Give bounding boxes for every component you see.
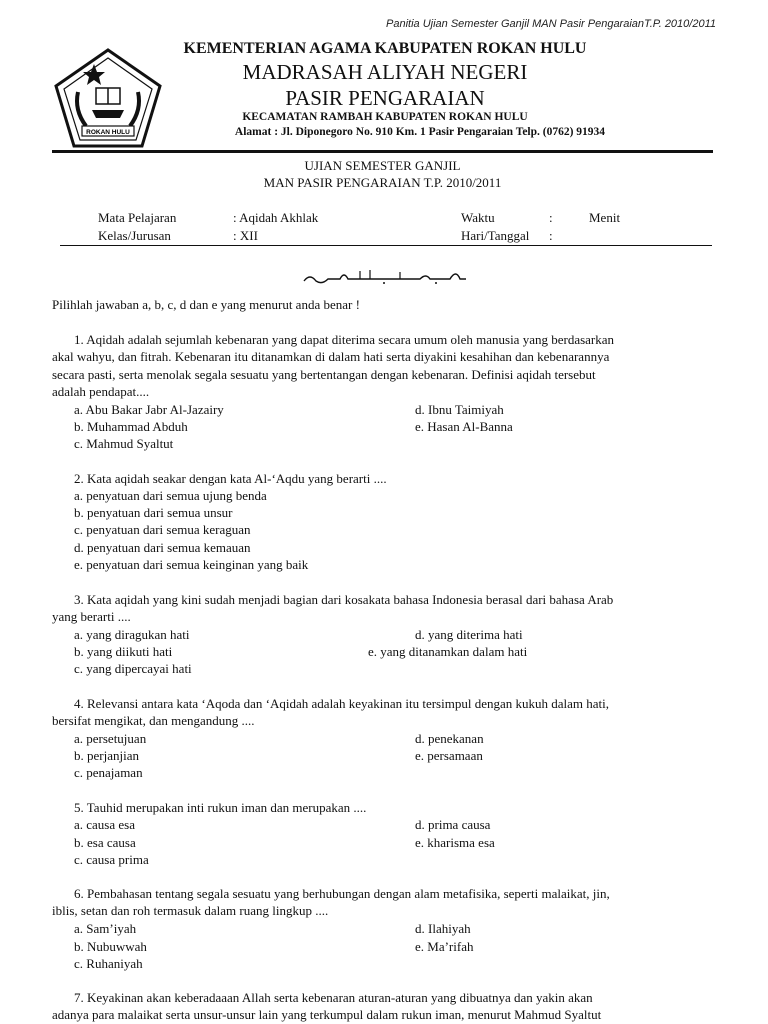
question-5: 5. Tauhid merupakan inti rukun iman dan merupakan .... [74, 800, 367, 815]
option-1b: b. Muhammad Abduh [74, 419, 188, 434]
option-3e: e. yang ditanamkan dalam hati [368, 644, 528, 659]
option-6e: e. Ma’rifah [415, 939, 474, 954]
time-colon: : [549, 210, 553, 225]
school-address: Alamat : Jl. Diponegoro No. 910 Km. 1 Pasir Pengaraian Telp. (0762) 91934 [234, 126, 606, 138]
question-1-line: adalah pendapat.... [52, 384, 150, 400]
question-7 [52, 989, 714, 1024]
question-6-line: iblis, setan dan roh termasuk dalam ruang lingkup .... [52, 903, 329, 919]
district-name: KECAMATAN RAMBAH KABUPATEN ROKAN HULU [242, 111, 528, 123]
option-2d: d. penyatuan dari semua kemauan [74, 540, 251, 555]
option-1e: e. Hasan Al-Banna [415, 419, 513, 434]
option-6b: b. Nubuwwah [74, 939, 147, 954]
logo-ribbon-text: ROKAN HULU [86, 129, 130, 136]
question-3 [52, 591, 714, 626]
bismillah-calligraphy-icon [300, 267, 470, 287]
option-5c: c. causa prima [74, 852, 149, 867]
question-1-line: 1. Aqidah adalah sejumlah kebenaran yang dapat diterima secara umum oleh manusia yang berdasarkan [74, 332, 615, 347]
option-5d: d. prima causa [415, 817, 491, 832]
option-2a: a. penyatuan dari semua ujung benda [74, 488, 267, 503]
question-4-line: 4. Relevansi antara kata ‘Aqoda dan ‘Aqidah adalah keyakinan itu tersimpul dengan kukuh dalam hati, [74, 696, 609, 711]
school-name: MADRASAH ALIYAH NEGERI [242, 60, 528, 84]
option-3d: d. yang diterima hati [415, 627, 523, 642]
option-3b: b. yang diikuti hati [74, 644, 173, 659]
option-3c: c. yang dipercayai hati [74, 661, 192, 676]
option-1d: d. Ibnu Taimiyah [415, 402, 504, 417]
question-1-line: akal wahyu, dan fitrah. Kebenaran itu ditanamkan di dalam hati serta diyakini kesahihan dan kebenarannya [52, 349, 610, 365]
exam-subtitle: MAN PASIR PENGARAIAN T.P. 2010/2011 [263, 175, 502, 190]
question-3-line: yang berarti .... [52, 609, 131, 625]
date-colon: : [549, 228, 553, 243]
regency-logo [48, 44, 168, 154]
option-6c: c. Ruhaniyah [74, 956, 143, 971]
header-divider [52, 150, 713, 153]
option-2b: b. penyatuan dari semua unsur [74, 505, 233, 520]
exam-title: UJIAN SEMESTER GANJIL [304, 158, 461, 173]
class-value: : XII [233, 228, 258, 243]
date-label: Hari/Tanggal [461, 228, 530, 243]
question-1-line: secara pasti, serta menolak segala sesuatu yang bertentangan dengan kebenaran. Definisi aqidah tersebut [52, 366, 596, 382]
subject-label: Mata Pelajaran [98, 210, 177, 225]
option-5a: a. causa esa [74, 817, 135, 832]
question-4-line: bersifat mengikat, dan mengandung .... [52, 713, 255, 729]
question-2: 2. Kata aqidah seakar dengan kata Al-‘Aqdu yang berarti .... [74, 471, 387, 486]
option-4e: e. persamaan [415, 748, 483, 763]
option-4b: b. perjanjian [74, 748, 139, 763]
question-6-line: 6. Pembahasan tentang segala sesuatu yang berhubungan dengan alam metafisika, seperti malaikat, jin, [74, 886, 610, 901]
exam-committee-note: Panitia Ujian Semester Ganjil MAN Pasir PengaraianT.P. 2010/2011 [386, 18, 716, 30]
option-4d: d. penekanan [415, 731, 484, 746]
question-4 [52, 695, 714, 730]
time-value: Menit [589, 210, 621, 225]
option-1a: a. Abu Bakar Jabr Al-Jazairy [74, 402, 224, 417]
option-2c: c. penyatuan dari semua keraguan [74, 522, 251, 537]
option-5e: e. kharisma esa [415, 835, 495, 850]
question-6 [52, 885, 714, 920]
option-4a: a. persetujuan [74, 731, 147, 746]
option-3a: a. yang diragukan hati [74, 627, 190, 642]
instruction-text: Pilihlah jawaban a, b, c, d dan e yang menurut anda benar ! [52, 297, 360, 312]
info-divider [60, 245, 712, 246]
question-7-line: 7. Keyakinan akan keberadaaan Allah serta kebenaran aturan-aturan yang dibuatnya dan yakin akan [74, 990, 593, 1005]
question-3-line: 3. Kata aqidah yang kini sudah menjadi bagian dari kosakata bahasa Indonesia berasal dari bahasa Arab [74, 592, 614, 607]
option-2e: e. penyatuan dari semua keinginan yang baik [74, 557, 309, 572]
subject-value: : Aqidah Akhlak [233, 210, 319, 225]
option-1c: c. Mahmud Syaltut [74, 436, 174, 451]
question-1 [52, 331, 714, 401]
option-6a: a. Sam’iyah [74, 921, 137, 936]
class-label: Kelas/Jurusan [98, 228, 171, 243]
ministry-name: KEMENTERIAN AGAMA KABUPATEN ROKAN HULU [183, 40, 587, 57]
option-5b: b. esa causa [74, 835, 136, 850]
option-4c: c. penajaman [74, 765, 143, 780]
question-7-line: adanya para malaikat serta unsur-unsur lain yang terkumpul dalam rukun iman, menurut Mahmud Syaltut [52, 1007, 602, 1023]
time-label: Waktu [461, 210, 495, 225]
school-location: PASIR PENGARAIAN [285, 86, 485, 110]
option-6d: d. Ilahiyah [415, 921, 471, 936]
